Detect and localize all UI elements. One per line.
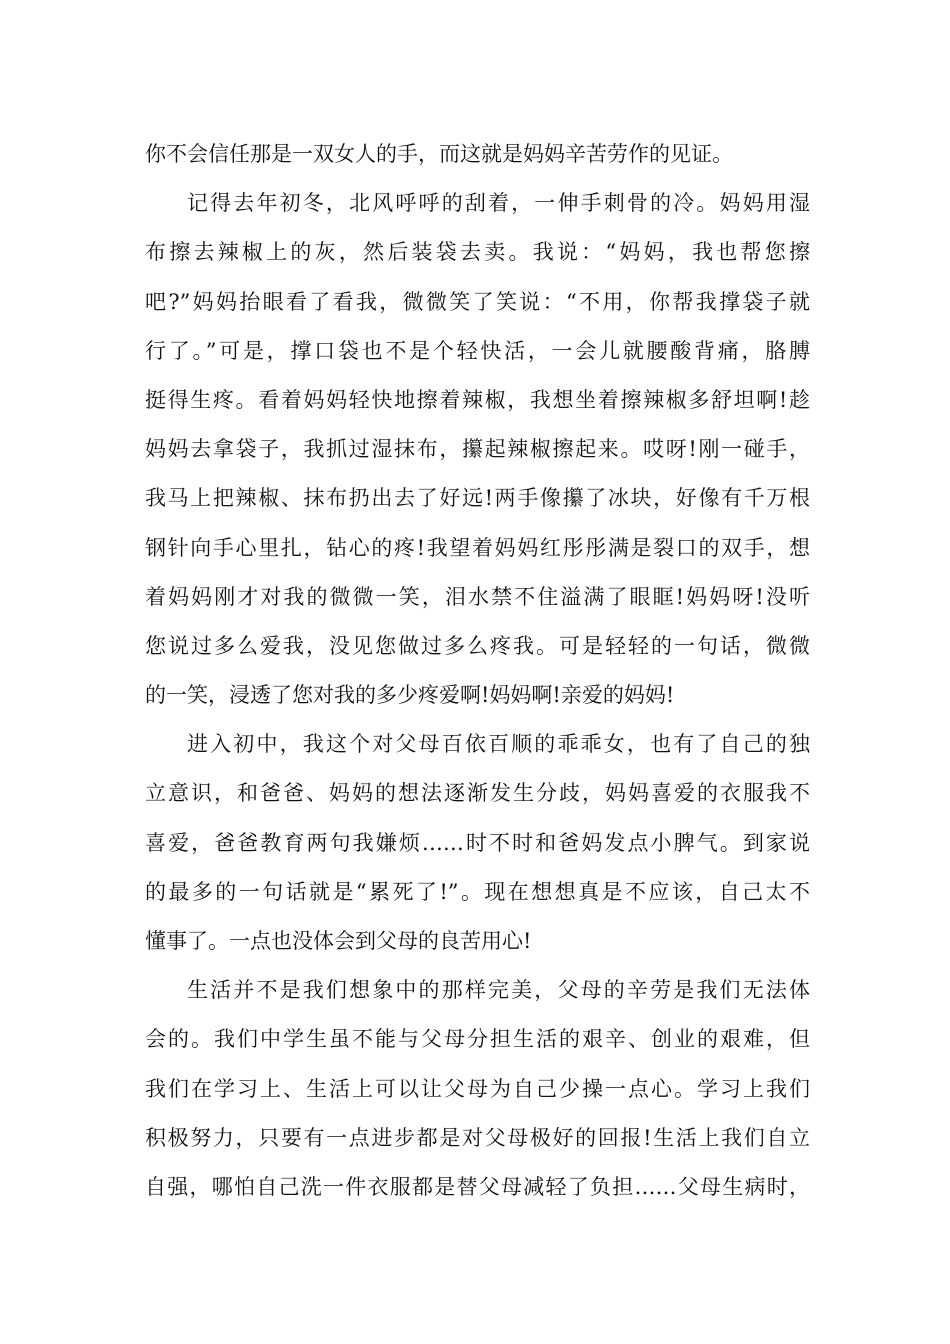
text-line: 的一笑，浸透了您对我的多少疼爱啊!妈妈啊!亲爱的妈妈! <box>145 683 675 708</box>
text-line: 我们在学习上、生活上可以让父母为自己少操一点心。学习上我们 <box>145 1076 810 1101</box>
text-line: 您说过多么爱我，没见您做过多么疼我。可是轻轻的一句话，微微 <box>145 633 810 658</box>
text-line: 挺得生疼。看着妈妈轻快地擦着辣椒，我想坐着擦辣椒多舒坦啊!趁 <box>145 387 810 412</box>
text-line: 妈妈去拿袋子，我抓过湿抹布，攥起辣椒擦起来。哎呀!刚一碰手， <box>145 437 810 462</box>
text-line: 行了。”可是，撑口袋也不是个轻快活，一会儿就腰酸背痛，胳膊 <box>145 338 810 363</box>
text-line: 立意识，和爸爸、妈妈的想法逐渐发生分歧，妈妈喜爱的衣服我不 <box>145 781 810 806</box>
paragraph-first-line: 生活并不是我们想象中的那样完美，父母的辛劳是我们无法体 <box>187 978 810 1003</box>
text-line: 着妈妈刚才对我的微微一笑，泪水禁不住溢满了眼眶!妈妈呀!没听 <box>145 584 810 609</box>
text-line: 我马上把辣椒、抹布扔出去了好远!两手像攥了冰块，好像有千万根 <box>145 486 810 511</box>
text-line: 喜爱，爸爸教育两句我嫌烦……时不时和爸妈发点小脾气。到家说 <box>145 830 810 855</box>
text-line: 自强，哪怕自己洗一件衣服都是替父母减轻了负担……父母生病时， <box>145 1174 810 1199</box>
text-line: 的最多的一句话就是“累死了!”。现在想想真是不应该，自己太不 <box>145 879 810 904</box>
text-line: 吧?”妈妈抬眼看了看我，微微笑了笑说：“不用，你帮我撑袋子就 <box>145 289 810 314</box>
text-line: 布擦去辣椒上的灰，然后装袋去卖。我说：“妈妈，我也帮您擦 <box>145 240 810 265</box>
text-line: 懂事了。一点也没体会到父母的良苦用心! <box>145 929 532 953</box>
paragraph-first-line: 进入初中，我这个对父母百依百顺的乖乖女，也有了自己的独 <box>187 732 810 757</box>
paragraph-first-line: 记得去年初冬，北风呼呼的刮着，一伸手刺骨的冷。妈妈用湿 <box>187 191 810 216</box>
text-line: 你不会信任那是一双女人的手，而这就是妈妈辛苦劳作的见证。 <box>145 142 733 166</box>
article-body <box>145 130 810 1212</box>
text-line: 积极努力，只要有一点进步都是对父母极好的回报!生活上我们自立 <box>145 1125 810 1150</box>
text-line: 钢针向手心里扎，钻心的疼!我望着妈妈红彤彤满是裂口的双手，想 <box>145 535 810 560</box>
text-line: 会的。我们中学生虽不能与父母分担生活的艰辛、创业的艰难，但 <box>145 1027 810 1052</box>
